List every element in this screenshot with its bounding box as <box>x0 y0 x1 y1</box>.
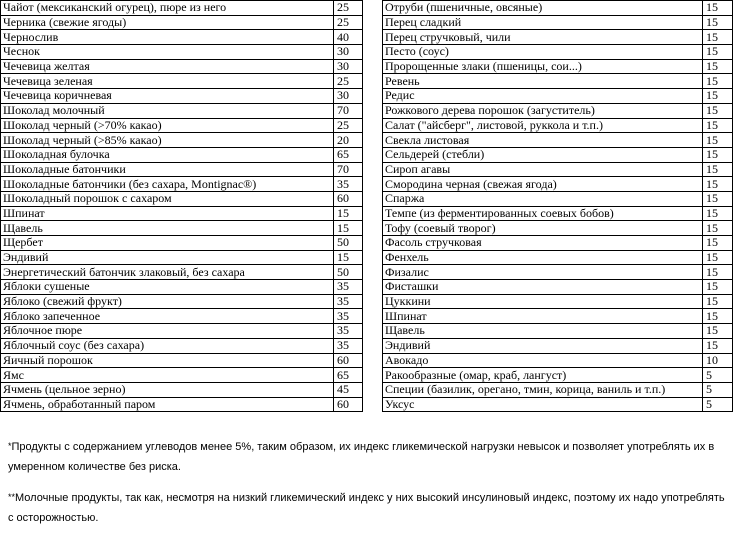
food-name-cell: Щербет <box>1 236 334 251</box>
food-name-cell: Сироп агавы <box>383 162 703 177</box>
table-row <box>383 397 733 412</box>
food-name-cell: Эндивий <box>383 338 703 353</box>
table-row <box>383 382 733 397</box>
table-row <box>383 118 733 133</box>
food-name-cell: Шпинат <box>1 206 334 221</box>
gi-value-cell: 60 <box>334 397 363 412</box>
table-row <box>383 294 733 309</box>
gi-value-cell: 15 <box>703 74 733 89</box>
food-name-cell: Рожкового дерева порошок (загуститель) <box>383 103 703 118</box>
gi-value-cell: 5 <box>703 397 733 412</box>
table-row <box>383 177 733 192</box>
table-row <box>1 265 363 280</box>
gi-value-cell: 15 <box>334 221 363 236</box>
table-row <box>383 162 733 177</box>
gi-value-cell: 65 <box>334 368 363 383</box>
table-row <box>383 147 733 162</box>
food-name-cell: Специи (базилик, орегано, тмин, корица, ваниль и т.п.) <box>383 382 703 397</box>
table-row <box>1 324 363 339</box>
food-name-cell: Яблочное пюре <box>1 324 334 339</box>
gi-value-cell: 25 <box>334 1 363 16</box>
gi-value-cell: 25 <box>334 74 363 89</box>
gi-value-cell: 15 <box>703 236 733 251</box>
table-row <box>1 30 363 45</box>
table-row <box>383 74 733 89</box>
table-row <box>1 338 363 353</box>
table-row <box>1 250 363 265</box>
gi-value-cell: 15 <box>703 162 733 177</box>
right-table <box>382 0 733 412</box>
food-name-cell: Ревень <box>383 74 703 89</box>
food-name-cell: Смородина черная (свежая ягода) <box>383 177 703 192</box>
food-name-cell: Яичный порошок <box>1 353 334 368</box>
table-row <box>1 294 363 309</box>
food-name-cell: Песто (соус) <box>383 45 703 60</box>
gi-value-cell: 60 <box>334 353 363 368</box>
food-name-cell: Фисташки <box>383 280 703 295</box>
gi-value-cell: 40 <box>334 30 363 45</box>
gi-value-cell: 15 <box>703 177 733 192</box>
gi-value-cell: 25 <box>334 118 363 133</box>
right-table-body <box>383 1 733 412</box>
table-row <box>383 236 733 251</box>
food-name-cell: Шоколадная булочка <box>1 147 334 162</box>
table-row <box>1 353 363 368</box>
food-name-cell: Фенхель <box>383 250 703 265</box>
food-name-cell: Чечевица коричневая <box>1 89 334 104</box>
food-name-cell: Щавель <box>1 221 334 236</box>
gi-value-cell: 15 <box>703 294 733 309</box>
table-row <box>1 382 363 397</box>
gi-value-cell: 70 <box>334 103 363 118</box>
gi-value-cell: 15 <box>703 206 733 221</box>
food-name-cell: Ячмень, обработанный паром <box>1 397 334 412</box>
food-name-cell: Фасоль стручковая <box>383 236 703 251</box>
food-name-cell: Перец стручковый, чили <box>383 30 703 45</box>
table-row <box>1 191 363 206</box>
table-row <box>383 45 733 60</box>
food-name-cell: Чечевица желтая <box>1 59 334 74</box>
table-row <box>383 353 733 368</box>
gi-value-cell: 20 <box>334 133 363 148</box>
gi-value-cell: 15 <box>703 89 733 104</box>
gi-value-cell: 15 <box>703 133 733 148</box>
gi-value-cell: 15 <box>703 15 733 30</box>
table-row <box>1 74 363 89</box>
food-name-cell: Ячмень (цельное зерно) <box>1 382 334 397</box>
gi-value-cell: 15 <box>334 250 363 265</box>
gi-value-cell: 15 <box>703 338 733 353</box>
gi-value-cell: 35 <box>334 280 363 295</box>
gi-value-cell: 35 <box>334 294 363 309</box>
gi-value-cell: 30 <box>334 89 363 104</box>
gi-value-cell: 30 <box>334 59 363 74</box>
gi-value-cell: 15 <box>703 30 733 45</box>
gi-value-cell: 65 <box>334 147 363 162</box>
food-name-cell: Авокадо <box>383 353 703 368</box>
footnotes <box>8 436 730 538</box>
food-name-cell: Черника (свежие ягоды) <box>1 15 334 30</box>
gi-value-cell: 35 <box>334 338 363 353</box>
gi-value-cell: 15 <box>703 45 733 60</box>
table-row <box>383 1 733 16</box>
gi-value-cell: 30 <box>334 45 363 60</box>
table-row <box>1 177 363 192</box>
food-name-cell: Чечевица зеленая <box>1 74 334 89</box>
food-name-cell: Отруби (пшеничные, овсяные) <box>383 1 703 16</box>
gi-value-cell: 5 <box>703 382 733 397</box>
gi-value-cell: 35 <box>334 324 363 339</box>
table-row <box>1 89 363 104</box>
gi-value-cell: 15 <box>703 59 733 74</box>
food-name-cell: Физалис <box>383 265 703 280</box>
food-name-cell: Ямс <box>1 368 334 383</box>
food-name-cell: Шоколад молочный <box>1 103 334 118</box>
food-name-cell: Цуккини <box>383 294 703 309</box>
food-name-cell: Тофу (соевый творог) <box>383 221 703 236</box>
table-row <box>383 280 733 295</box>
food-name-cell: Чернослив <box>1 30 334 45</box>
table-row <box>383 221 733 236</box>
footnote-1-text: Продукты с содержанием углеводов менее 5%, таким образом, их индекс гликемической нагрузки невысок и позволяет употреблять их в умеренном количестве без риска. <box>8 441 715 473</box>
food-name-cell: Спаржа <box>383 191 703 206</box>
table-row <box>383 59 733 74</box>
left-table-body <box>1 1 363 412</box>
table-row <box>1 236 363 251</box>
table-row <box>383 89 733 104</box>
food-name-cell: Эндивий <box>1 250 334 265</box>
food-name-cell: Редис <box>383 89 703 104</box>
food-name-cell: Салат ("айсберг", листовой, руккола и т.п.) <box>383 118 703 133</box>
food-name-cell: Шоколад черный (>70% какао) <box>1 118 334 133</box>
gi-value-cell: 15 <box>703 147 733 162</box>
gi-value-cell: 45 <box>334 382 363 397</box>
table-row <box>383 309 733 324</box>
food-name-cell: Чайот (мексиканский огурец), пюре из него <box>1 1 334 16</box>
food-name-cell: Уксус <box>383 397 703 412</box>
gi-value-cell: 15 <box>703 103 733 118</box>
table-row <box>383 103 733 118</box>
gi-value-cell: 15 <box>703 118 733 133</box>
gi-value-cell: 60 <box>334 191 363 206</box>
table-row <box>1 206 363 221</box>
table-row <box>383 338 733 353</box>
gi-value-cell: 10 <box>703 353 733 368</box>
food-name-cell: Яблоки сушеные <box>1 280 334 295</box>
food-name-cell: Сельдерей (стебли) <box>383 147 703 162</box>
table-row <box>1 45 363 60</box>
gi-value-cell: 5 <box>703 368 733 383</box>
footnote-2-mark: ** <box>8 492 16 502</box>
table-row <box>1 280 363 295</box>
gi-value-cell: 15 <box>703 324 733 339</box>
table-row <box>1 15 363 30</box>
food-name-cell: Энергетический батончик злаковый, без сахара <box>1 265 334 280</box>
table-row <box>1 133 363 148</box>
gi-value-cell: 70 <box>334 162 363 177</box>
food-name-cell: Шпинат <box>383 309 703 324</box>
gi-value-cell: 50 <box>334 236 363 251</box>
food-name-cell: Свекла листовая <box>383 133 703 148</box>
gi-value-cell: 15 <box>334 206 363 221</box>
gi-value-cell: 35 <box>334 309 363 324</box>
food-name-cell: Яблоко (свежий фрукт) <box>1 294 334 309</box>
table-row <box>383 206 733 221</box>
gi-value-cell: 15 <box>703 265 733 280</box>
footnote-2-text: Молочные продукты, так как, несмотря на низкий гликемический индекс у них высокий инсулиновый индекс, поэтому их надо употреблять с осторожностью. <box>8 492 725 524</box>
table-row <box>383 265 733 280</box>
left-table <box>0 0 363 412</box>
table-row <box>383 30 733 45</box>
food-name-cell: Щавель <box>383 324 703 339</box>
table-row <box>1 103 363 118</box>
gi-value-cell: 15 <box>703 221 733 236</box>
table-row <box>383 15 733 30</box>
table-row <box>383 191 733 206</box>
gi-value-cell: 15 <box>703 250 733 265</box>
table-row <box>1 118 363 133</box>
food-name-cell: Чеснок <box>1 45 334 60</box>
table-row <box>1 162 363 177</box>
gi-value-cell: 15 <box>703 191 733 206</box>
gi-value-cell: 15 <box>703 280 733 295</box>
table-row <box>383 250 733 265</box>
table-row <box>1 59 363 74</box>
food-name-cell: Яблочный соус (без сахара) <box>1 338 334 353</box>
table-row <box>383 133 733 148</box>
food-name-cell: Шоколадные батончики <box>1 162 334 177</box>
table-row <box>383 324 733 339</box>
table-row <box>1 147 363 162</box>
food-name-cell: Пророщенные злаки (пшеницы, сои...) <box>383 59 703 74</box>
food-name-cell: Перец сладкий <box>383 15 703 30</box>
table-row <box>1 1 363 16</box>
food-name-cell: Ракообразные (омар, краб, лангуст) <box>383 368 703 383</box>
table-row <box>383 368 733 383</box>
food-name-cell: Яблоко запеченное <box>1 309 334 324</box>
gi-value-cell: 35 <box>334 177 363 192</box>
gi-value-cell: 50 <box>334 265 363 280</box>
table-row <box>1 221 363 236</box>
food-name-cell: Темпе (из ферментированных соевых бобов) <box>383 206 703 221</box>
table-row <box>1 368 363 383</box>
footnote-2 <box>8 487 730 528</box>
gi-value-cell: 25 <box>334 15 363 30</box>
gi-value-cell: 15 <box>703 1 733 16</box>
footnote-1-mark: * <box>8 441 12 451</box>
footnote-1 <box>8 436 730 477</box>
food-name-cell: Шоколад черный (>85% какао) <box>1 133 334 148</box>
table-row <box>1 397 363 412</box>
food-name-cell: Шоколадный порошок с сахаром <box>1 191 334 206</box>
gi-value-cell: 15 <box>703 309 733 324</box>
table-row <box>1 309 363 324</box>
food-name-cell: Шоколадные батончики (без сахара, Montignac®) <box>1 177 334 192</box>
